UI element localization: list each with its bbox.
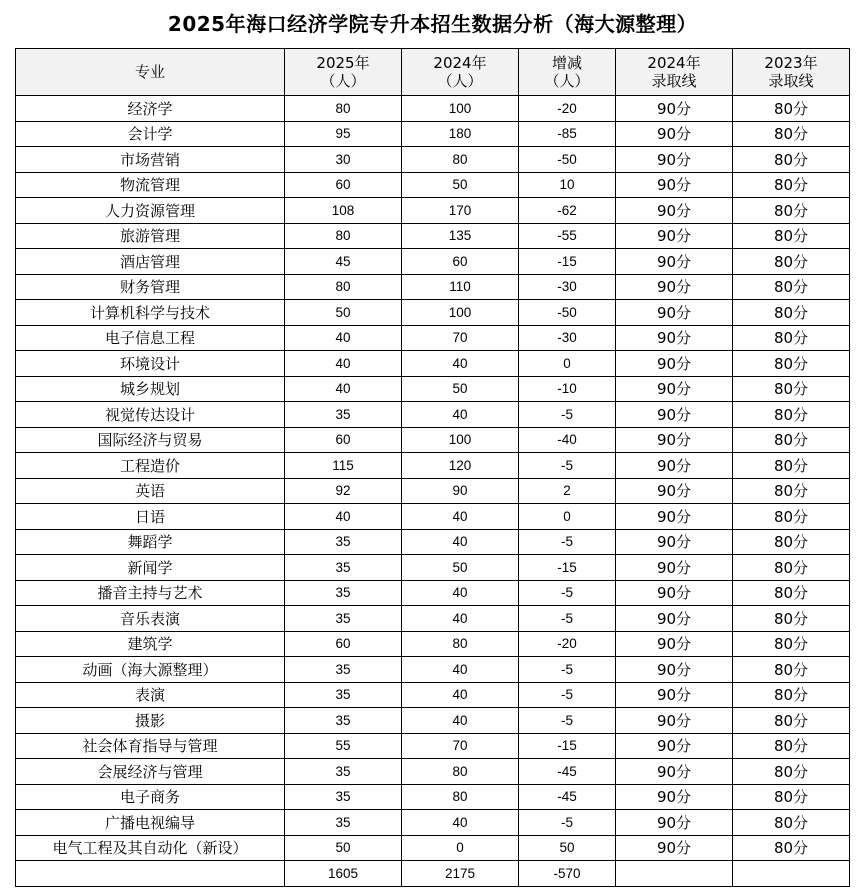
- major-cell: 音乐表演: [16, 606, 285, 632]
- enrollment-2025-cell: 55: [285, 733, 402, 759]
- table-row: [16, 657, 850, 683]
- major-cell: 播音主持与艺术: [16, 580, 285, 606]
- column-header-enrollment-2025: [285, 49, 402, 96]
- change-cell: -50: [519, 300, 616, 326]
- enrollment-2025-cell: 40: [285, 504, 402, 530]
- cutoff-2024-cell: 90分: [616, 453, 733, 479]
- major-cell: 环境设计: [16, 351, 285, 377]
- page-title: 2025年海口经济学院专升本招生数据分析（海大源整理）: [167, 12, 698, 36]
- table-row: [16, 631, 850, 657]
- enrollment-2024-cell: 70: [402, 733, 519, 759]
- enrollment-2025-cell: 35: [285, 555, 402, 581]
- change-cell: -5: [519, 606, 616, 632]
- cutoff-2023-cell: 80分: [733, 147, 850, 173]
- cutoff-2024-cell: 90分: [616, 96, 733, 122]
- column-header-major: [16, 49, 285, 96]
- cutoff-2024-cell: 90分: [616, 733, 733, 759]
- major-cell: 表演: [16, 682, 285, 708]
- enrollment-2025-cell: 108: [285, 198, 402, 224]
- cutoff-2023-cell: 80分: [733, 223, 850, 249]
- enrollment-2025-cell: 92: [285, 478, 402, 504]
- enrollment-2024-cell: 40: [402, 580, 519, 606]
- cutoff-2023-cell: 80分: [733, 427, 850, 453]
- column-header-cutoff-2024: [616, 49, 733, 96]
- table-row: [16, 708, 850, 734]
- cutoff-2024-cell: 90分: [616, 631, 733, 657]
- cutoff-2023-cell: 80分: [733, 504, 850, 530]
- enrollment-table: [15, 48, 850, 887]
- table-row: [16, 351, 850, 377]
- cutoff-2024-cell: 90分: [616, 810, 733, 836]
- change-cell: -55: [519, 223, 616, 249]
- enrollment-2024-cell: 170: [402, 198, 519, 224]
- cutoff-2024-cell: 90分: [616, 402, 733, 428]
- change-cell: -62: [519, 198, 616, 224]
- enrollment-2024-cell: 70: [402, 325, 519, 351]
- change-cell: 50: [519, 835, 616, 861]
- table-row: [16, 249, 850, 275]
- table-row: [16, 96, 850, 122]
- table-row: [16, 606, 850, 632]
- table-row: [16, 478, 850, 504]
- change-cell: -20: [519, 96, 616, 122]
- table-row: [16, 402, 850, 428]
- cutoff-2023-cell: 80分: [733, 274, 850, 300]
- enrollment-2024-cell: 40: [402, 351, 519, 377]
- table-row: [16, 274, 850, 300]
- table-row: [16, 810, 850, 836]
- change-cell: 10: [519, 172, 616, 198]
- change-cell: -15: [519, 733, 616, 759]
- cutoff-2023-cell: 80分: [733, 325, 850, 351]
- enrollment-2024-cell: 180: [402, 121, 519, 147]
- enrollment-2024-cell: 110: [402, 274, 519, 300]
- column-header-line1: 2024年: [647, 54, 701, 72]
- table-row: [16, 147, 850, 173]
- column-header-line1: 2023年: [764, 54, 818, 72]
- cutoff-2024-cell: 90分: [616, 529, 733, 555]
- enrollment-2025-cell: 35: [285, 759, 402, 785]
- cutoff-2023-cell: 80分: [733, 708, 850, 734]
- cutoff-2024-cell: 90分: [616, 835, 733, 861]
- enrollment-2025-cell: 60: [285, 172, 402, 198]
- column-header-line1: 增减: [551, 54, 582, 72]
- table-header: [16, 49, 850, 96]
- enrollment-2024-cell: 50: [402, 376, 519, 402]
- table-row: [16, 555, 850, 581]
- major-cell: 计算机科学与技术: [16, 300, 285, 326]
- cutoff-2023-cell: 80分: [733, 657, 850, 683]
- cutoff-2024-cell: 90分: [616, 249, 733, 275]
- enrollment-2025-cell: 1605: [285, 861, 402, 887]
- header-row: [16, 49, 850, 96]
- enrollment-2024-cell: 80: [402, 631, 519, 657]
- major-cell: 财务管理: [16, 274, 285, 300]
- enrollment-2025-cell: 45: [285, 249, 402, 275]
- enrollment-2025-cell: 95: [285, 121, 402, 147]
- cutoff-2024-cell: 90分: [616, 606, 733, 632]
- cutoff-2024-cell: 90分: [616, 580, 733, 606]
- cutoff-2023-cell: 80分: [733, 478, 850, 504]
- enrollment-2024-cell: 40: [402, 708, 519, 734]
- table-row: [16, 733, 850, 759]
- change-cell: 0: [519, 351, 616, 377]
- change-cell: -45: [519, 759, 616, 785]
- major-cell: 市场营销: [16, 147, 285, 173]
- enrollment-2025-cell: 40: [285, 325, 402, 351]
- column-header-cutoff-2023: [733, 49, 850, 96]
- enrollment-2025-cell: 80: [285, 223, 402, 249]
- cutoff-2024-cell: 90分: [616, 300, 733, 326]
- major-cell: 旅游管理: [16, 223, 285, 249]
- cutoff-2024-cell: [616, 861, 733, 887]
- cutoff-2024-cell: 90分: [616, 376, 733, 402]
- table-body: [16, 96, 850, 887]
- major-cell: 工程造价: [16, 453, 285, 479]
- cutoff-2024-cell: 90分: [616, 223, 733, 249]
- major-cell: 电子商务: [16, 784, 285, 810]
- enrollment-2025-cell: 80: [285, 96, 402, 122]
- cutoff-2023-cell: 80分: [733, 810, 850, 836]
- cutoff-2024-cell: 90分: [616, 427, 733, 453]
- major-cell: 物流管理: [16, 172, 285, 198]
- enrollment-2024-cell: 50: [402, 172, 519, 198]
- change-cell: -15: [519, 555, 616, 581]
- change-cell: -5: [519, 810, 616, 836]
- enrollment-2025-cell: 60: [285, 631, 402, 657]
- change-cell: -50: [519, 147, 616, 173]
- table-row: [16, 121, 850, 147]
- major-cell: 建筑学: [16, 631, 285, 657]
- cutoff-2024-cell: 90分: [616, 784, 733, 810]
- enrollment-2025-cell: 35: [285, 810, 402, 836]
- major-cell: 视觉传达设计: [16, 402, 285, 428]
- cutoff-2023-cell: 80分: [733, 453, 850, 479]
- enrollment-2025-cell: 40: [285, 376, 402, 402]
- cutoff-2023-cell: 80分: [733, 96, 850, 122]
- cutoff-2024-cell: 90分: [616, 325, 733, 351]
- enrollment-2025-cell: 60: [285, 427, 402, 453]
- cutoff-2023-cell: 80分: [733, 835, 850, 861]
- enrollment-2024-cell: 40: [402, 606, 519, 632]
- table-row: [16, 198, 850, 224]
- change-cell: -5: [519, 529, 616, 555]
- major-cell: 英语: [16, 478, 285, 504]
- change-cell: -10: [519, 376, 616, 402]
- major-cell: 会计学: [16, 121, 285, 147]
- change-cell: 2: [519, 478, 616, 504]
- major-cell: 动画（海大源整理）: [16, 657, 285, 683]
- cutoff-2023-cell: 80分: [733, 631, 850, 657]
- enrollment-2025-cell: 35: [285, 682, 402, 708]
- enrollment-2025-cell: 40: [285, 351, 402, 377]
- change-cell: -85: [519, 121, 616, 147]
- cutoff-2023-cell: 80分: [733, 529, 850, 555]
- table-row: [16, 504, 850, 530]
- cutoff-2023-cell: 80分: [733, 682, 850, 708]
- major-cell: 会展经济与管理: [16, 759, 285, 785]
- cutoff-2023-cell: 80分: [733, 351, 850, 377]
- enrollment-2024-cell: 80: [402, 759, 519, 785]
- cutoff-2024-cell: 90分: [616, 147, 733, 173]
- cutoff-2024-cell: 90分: [616, 121, 733, 147]
- table-row: [16, 427, 850, 453]
- cutoff-2024-cell: 90分: [616, 172, 733, 198]
- cutoff-2024-cell: 90分: [616, 708, 733, 734]
- enrollment-2024-cell: 40: [402, 529, 519, 555]
- major-cell: 国际经济与贸易: [16, 427, 285, 453]
- cutoff-2023-cell: 80分: [733, 402, 850, 428]
- cutoff-2023-cell: 80分: [733, 555, 850, 581]
- cutoff-2024-cell: 90分: [616, 657, 733, 683]
- major-cell: 广播电视编导: [16, 810, 285, 836]
- major-cell: 新闻学: [16, 555, 285, 581]
- major-cell: 人力资源管理: [16, 198, 285, 224]
- column-header-line1: 2024年: [433, 54, 487, 72]
- column-header-change: [519, 49, 616, 96]
- enrollment-2024-cell: 100: [402, 300, 519, 326]
- cutoff-2023-cell: 80分: [733, 733, 850, 759]
- enrollment-2024-cell: 80: [402, 784, 519, 810]
- table-row: [16, 529, 850, 555]
- table-row: [16, 325, 850, 351]
- table-row: [16, 172, 850, 198]
- table-row: [16, 453, 850, 479]
- enrollment-2024-cell: 0: [402, 835, 519, 861]
- enrollment-2024-cell: 120: [402, 453, 519, 479]
- change-cell: -45: [519, 784, 616, 810]
- change-cell: 0: [519, 504, 616, 530]
- cutoff-2023-cell: 80分: [733, 198, 850, 224]
- cutoff-2024-cell: 90分: [616, 682, 733, 708]
- enrollment-2025-cell: 50: [285, 300, 402, 326]
- enrollment-2024-cell: 100: [402, 427, 519, 453]
- major-cell: 电子信息工程: [16, 325, 285, 351]
- table-row: [16, 300, 850, 326]
- enrollment-2025-cell: 35: [285, 529, 402, 555]
- table-row: [16, 376, 850, 402]
- cutoff-2023-cell: 80分: [733, 376, 850, 402]
- enrollment-2025-cell: 35: [285, 606, 402, 632]
- major-cell: 日语: [16, 504, 285, 530]
- change-cell: -5: [519, 402, 616, 428]
- table-row: [16, 835, 850, 861]
- change-cell: -5: [519, 708, 616, 734]
- cutoff-2023-cell: 80分: [733, 121, 850, 147]
- change-cell: -5: [519, 657, 616, 683]
- column-header-line1: 2025年: [316, 54, 370, 72]
- totals-row: [16, 861, 850, 887]
- major-cell: 舞蹈学: [16, 529, 285, 555]
- cutoff-2023-cell: 80分: [733, 759, 850, 785]
- change-cell: -15: [519, 249, 616, 275]
- enrollment-2025-cell: 35: [285, 657, 402, 683]
- cutoff-2024-cell: 90分: [616, 504, 733, 530]
- enrollment-2024-cell: 90: [402, 478, 519, 504]
- column-header-line2: 录取线: [768, 72, 814, 90]
- cutoff-2023-cell: 80分: [733, 249, 850, 275]
- enrollment-2025-cell: 80: [285, 274, 402, 300]
- column-header-enrollment-2024: [402, 49, 519, 96]
- enrollment-2024-cell: 100: [402, 96, 519, 122]
- cutoff-2024-cell: 90分: [616, 351, 733, 377]
- column-header-line2: （人）: [437, 72, 483, 90]
- cutoff-2023-cell: [733, 861, 850, 887]
- change-cell: -5: [519, 682, 616, 708]
- enrollment-2024-cell: 60: [402, 249, 519, 275]
- enrollment-2024-cell: 80: [402, 147, 519, 173]
- enrollment-2024-cell: 135: [402, 223, 519, 249]
- table-row: [16, 682, 850, 708]
- table-row: [16, 223, 850, 249]
- cutoff-2024-cell: 90分: [616, 555, 733, 581]
- major-cell: [16, 861, 285, 887]
- change-cell: -5: [519, 580, 616, 606]
- enrollment-2024-cell: 40: [402, 682, 519, 708]
- enrollment-2024-cell: 40: [402, 402, 519, 428]
- change-cell: -570: [519, 861, 616, 887]
- major-cell: 经济学: [16, 96, 285, 122]
- major-cell: 酒店管理: [16, 249, 285, 275]
- enrollment-2025-cell: 30: [285, 147, 402, 173]
- enrollment-2024-cell: 50: [402, 555, 519, 581]
- cutoff-2024-cell: 90分: [616, 198, 733, 224]
- change-cell: -20: [519, 631, 616, 657]
- cutoff-2024-cell: 90分: [616, 478, 733, 504]
- enrollment-2025-cell: 35: [285, 708, 402, 734]
- enrollment-2024-cell: 40: [402, 504, 519, 530]
- enrollment-2025-cell: 115: [285, 453, 402, 479]
- major-cell: 社会体育指导与管理: [16, 733, 285, 759]
- enrollment-2025-cell: 50: [285, 835, 402, 861]
- enrollment-2024-cell: 2175: [402, 861, 519, 887]
- column-header-line2: （人）: [544, 72, 590, 90]
- change-cell: -30: [519, 274, 616, 300]
- change-cell: -40: [519, 427, 616, 453]
- table-row: [16, 759, 850, 785]
- table-row: [16, 784, 850, 810]
- cutoff-2023-cell: 80分: [733, 172, 850, 198]
- cutoff-2023-cell: 80分: [733, 606, 850, 632]
- cutoff-2023-cell: 80分: [733, 784, 850, 810]
- cutoff-2023-cell: 80分: [733, 300, 850, 326]
- enrollment-2025-cell: 35: [285, 402, 402, 428]
- change-cell: -5: [519, 453, 616, 479]
- enrollment-2024-cell: 40: [402, 810, 519, 836]
- column-header-line2: 录取线: [651, 72, 697, 90]
- cutoff-2023-cell: 80分: [733, 580, 850, 606]
- major-cell: 城乡规划: [16, 376, 285, 402]
- table-row: [16, 580, 850, 606]
- cutoff-2024-cell: 90分: [616, 759, 733, 785]
- cutoff-2024-cell: 90分: [616, 274, 733, 300]
- enrollment-2025-cell: 35: [285, 784, 402, 810]
- major-cell: 摄影: [16, 708, 285, 734]
- enrollment-2024-cell: 40: [402, 657, 519, 683]
- enrollment-2025-cell: 35: [285, 580, 402, 606]
- major-cell: 电气工程及其自动化（新设）: [16, 835, 285, 861]
- column-header-line2: （人）: [320, 72, 366, 90]
- column-header-line1: 专业: [134, 63, 165, 81]
- change-cell: -30: [519, 325, 616, 351]
